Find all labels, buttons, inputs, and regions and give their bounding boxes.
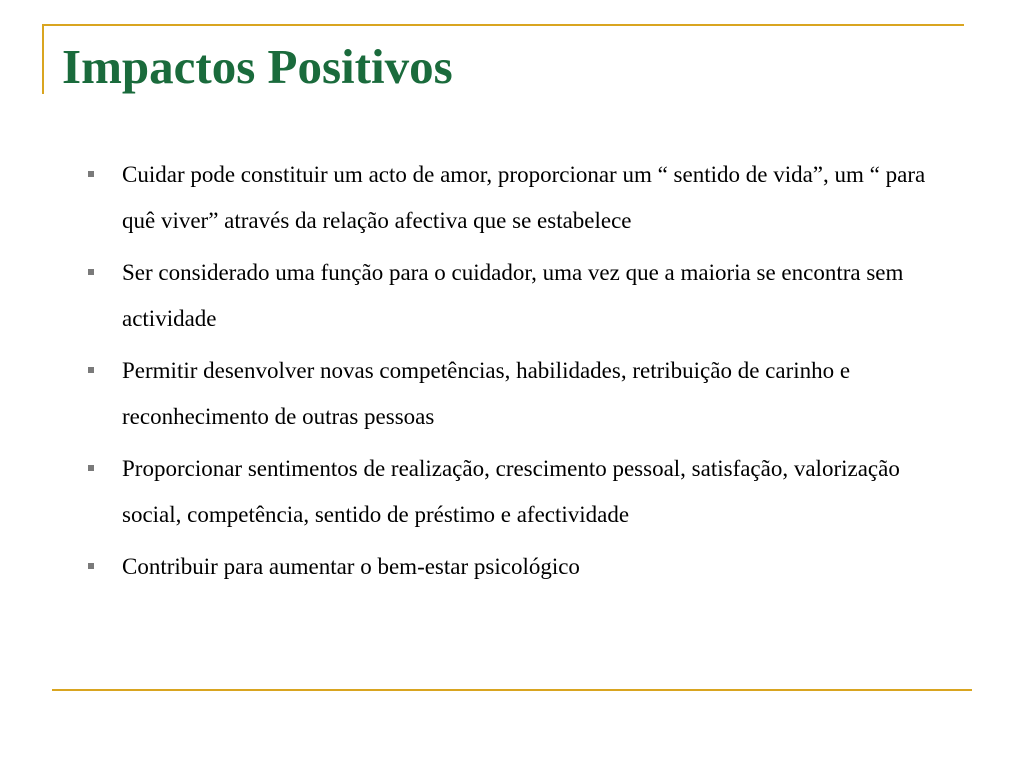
square-bullet-icon [88, 465, 94, 471]
square-bullet-icon [88, 367, 94, 373]
bullet-item [86, 544, 936, 590]
frame-top-line [42, 24, 964, 26]
frame-left-line [42, 24, 44, 94]
bullet-text: Ser considerado uma função para o cuidador, uma vez que a maioria se encontra sem actividade [122, 260, 904, 331]
bullet-item [86, 446, 936, 538]
bullet-text: Contribuir para aumentar o bem-estar psicológico [122, 554, 580, 579]
bullet-text: Permitir desenvolver novas competências, habilidades, retribuição de carinho e reconhecimento de outras pessoas [122, 358, 851, 429]
square-bullet-icon [88, 269, 94, 275]
slide-title: Impactos Positivos [62, 39, 453, 94]
bullet-item [86, 250, 936, 342]
bullet-text: Cuidar pode constituir um acto de amor, proporcionar um “ sentido de vida”, um “ para quê viver” através da relação afectiva que se estabelece [122, 162, 926, 233]
square-bullet-icon [88, 563, 94, 569]
bullet-item [86, 348, 936, 440]
bullet-list [86, 152, 936, 596]
bullet-item [86, 152, 936, 244]
bullet-text: Proporcionar sentimentos de realização, crescimento pessoal, satisfação, valorização social, competência, sentido de préstimo e afectividade [122, 456, 900, 527]
frame-bottom-line [52, 689, 972, 691]
square-bullet-icon [88, 171, 94, 177]
